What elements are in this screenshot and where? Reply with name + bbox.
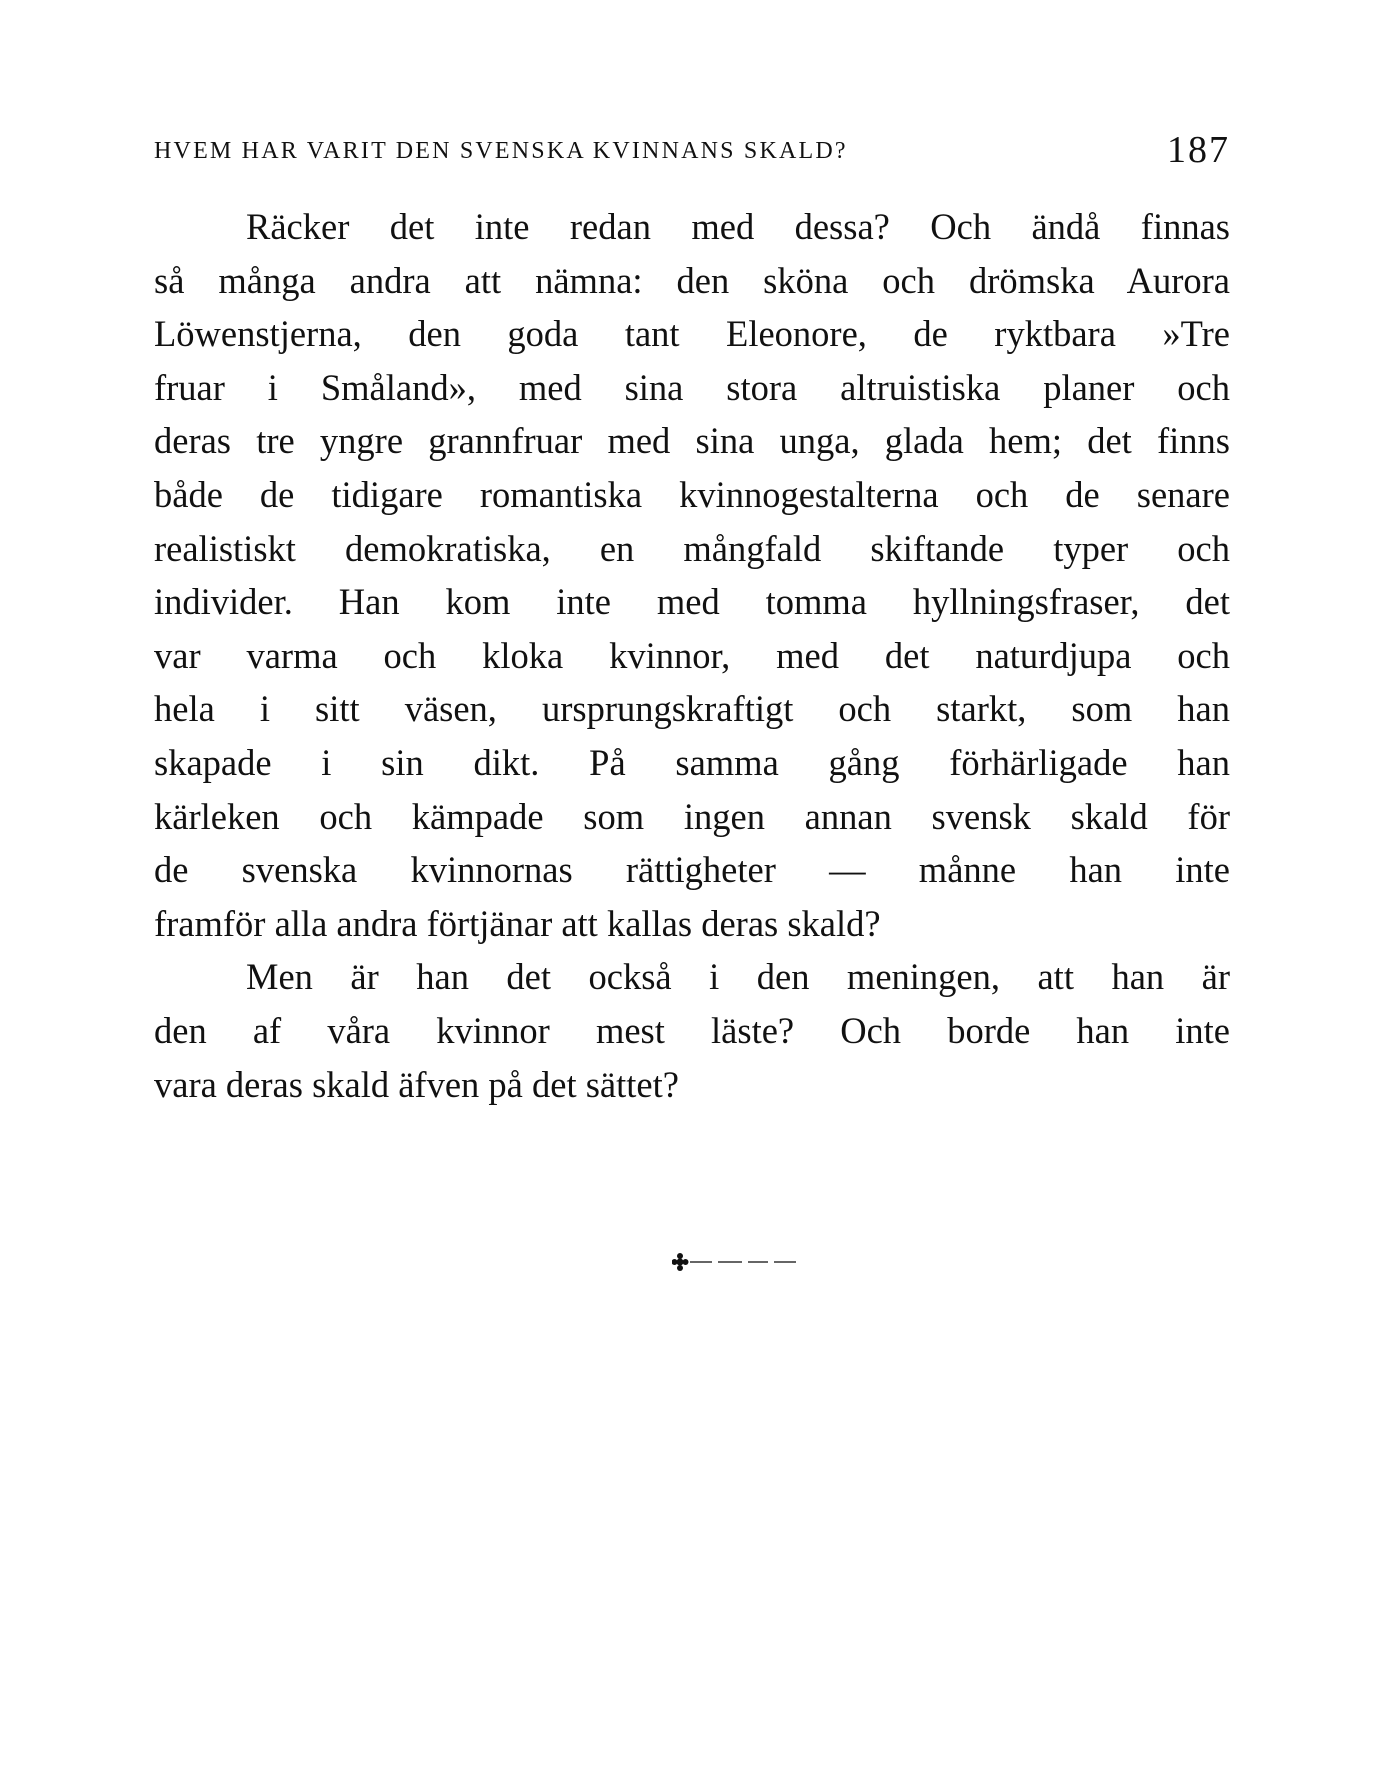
body-text: [154, 200, 1230, 1111]
text-line: så många andra att nämna: den sköna och drömska Aurora: [154, 259, 1230, 301]
text-line: Räcker det inte redan med dessa? Och ändå finnas: [246, 206, 1230, 247]
text-line: de svenska kvinnornas rättigheter — månne han inte: [154, 849, 1230, 891]
text-line: både de tidigare romantiska kvinnogestalterna och de senare: [154, 473, 1230, 515]
text-line: realistiskt demokratiska, en mångfald skiftande typer och: [154, 527, 1230, 569]
flower-dash-ornament-icon: [672, 1250, 812, 1274]
text-line: hela i sitt väsen, ursprungskraftigt och starkt, som han: [154, 688, 1230, 730]
page-number: 187: [1167, 129, 1230, 171]
text-line: deras tre yngre grannfruar med sina unga, glada hem; det finns: [154, 420, 1230, 462]
running-head: [154, 130, 1230, 170]
text-line: skapade i sin dikt. På samma gång förhärligade han: [154, 741, 1230, 783]
text-line: individer. Han kom inte med tomma hyllningsfraser, det: [154, 581, 1230, 623]
text-line: Men är han det också i den meningen, att han är: [246, 956, 1230, 998]
text-line: fruar i Småland», med sina stora altruistiska planer och: [154, 366, 1230, 408]
text-line: den af våra kvinnor mest läste? Och borde han inte: [154, 1009, 1230, 1051]
text-line: var varma och kloka kvinnor, med det naturdjupa och: [154, 634, 1230, 676]
running-title: HVEM HAR VARIT DEN SVENSKA KVINNANS SKALD?: [154, 138, 848, 164]
text-line: vara deras skald äfven på det sättet?: [154, 1063, 679, 1105]
text-line: Löwenstjerna, den goda tant Eleonore, de ryktbara »Tre: [154, 313, 1230, 355]
text-line: framför alla andra förtjänar att kallas deras skald?: [154, 902, 881, 944]
text-line: kärleken och kämpade som ingen annan svensk skald för: [154, 795, 1230, 837]
